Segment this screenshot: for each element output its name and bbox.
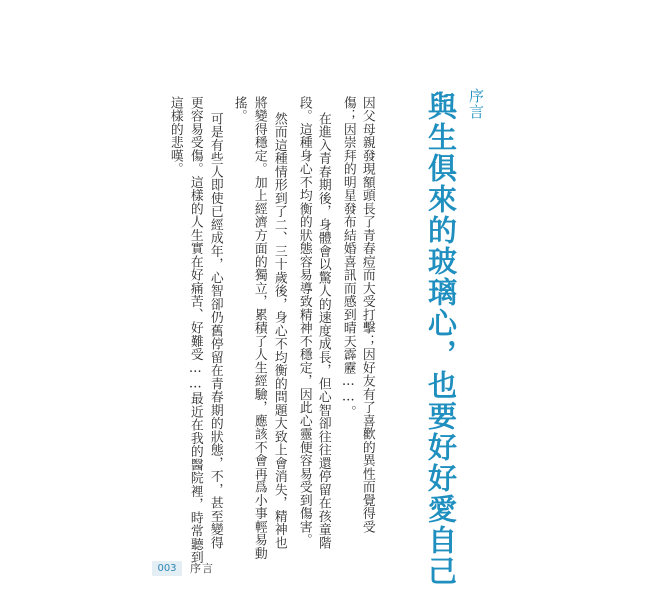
body-column-10: 這樣的悲嘆。 [167, 96, 183, 176]
body-column-3: 在進入青春期後，身體會以驚人的速度成長，但心智卻往往還停留在孩童階 [315, 112, 331, 550]
body-column-8: 可是有些人即使已經成年，心智卻仍舊停留在青春期的狀態，不，甚至變得 [207, 112, 223, 550]
body-column-7: 搖。 [231, 96, 247, 123]
body-column-2: 傷；因崇拜的明星發布結婚喜訊而感到晴天霹靂……。 [340, 96, 356, 419]
chapter-title: 與生俱來的玻璃心，也要好好愛自己 [424, 91, 458, 587]
body-column-6: 將變得穩定。加上經濟方面的獨立，累積了人生經驗，應該不會再爲小事輕易動 [251, 96, 267, 560]
body-column-4: 段。這種身心不均衡的狀態容易導致精神不穩定，因此心靈便容易受到傷害。 [296, 96, 312, 547]
page-number: 003 [152, 561, 182, 576]
body-column-1: 因父母親發現額頭長了青春痘而大受打擊；因好友有了喜歡的異性而覺得受 [359, 96, 375, 534]
running-head: 序言 [190, 562, 214, 575]
section-label: 序言 [467, 88, 485, 120]
body-column-9: 更容易受傷。這樣的人生實在好痛苦、好難受……最近在我的醫院裡，時常聽到 [187, 96, 203, 565]
body-column-5: 然而這種情形到了二、三十歲後，身心不均衡的問題大致上會消失，精神也 [271, 112, 287, 550]
